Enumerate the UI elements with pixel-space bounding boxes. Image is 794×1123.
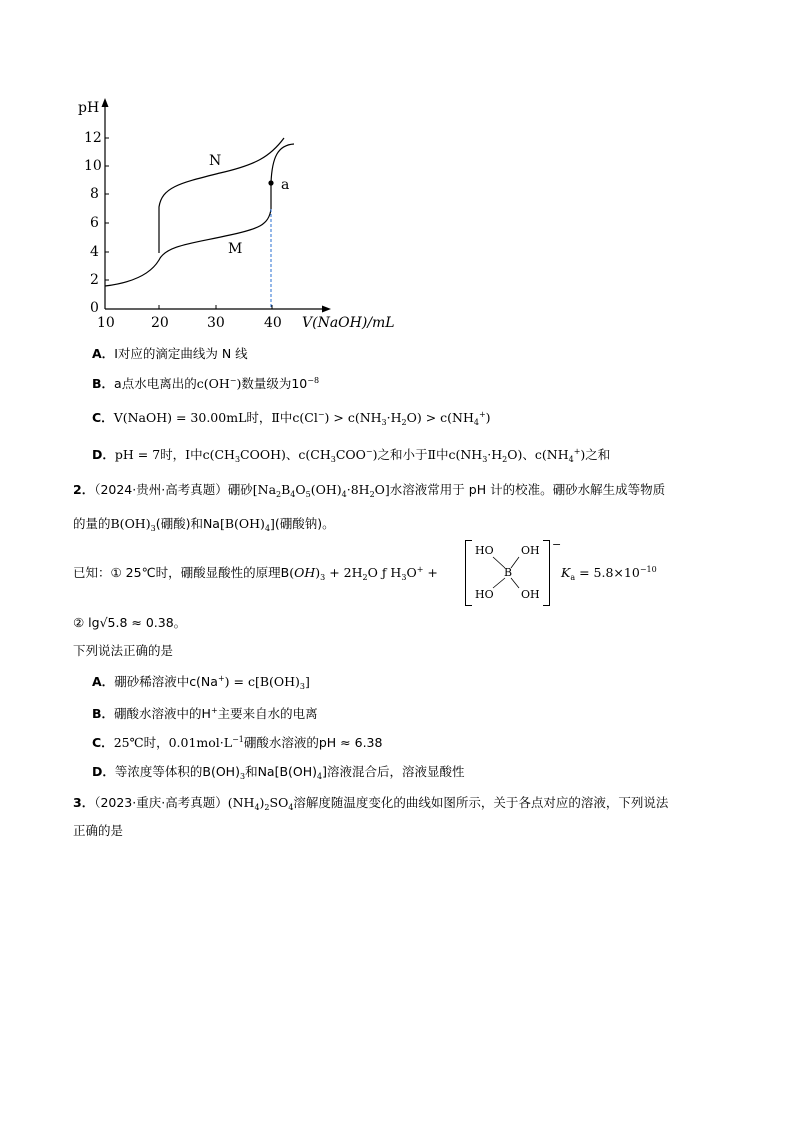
- subscript: 3: [234, 455, 241, 464]
- text-segment: COOH)、c(CH: [240, 447, 331, 462]
- text-segment: pH = 7时，Ⅰ中c(CH: [114, 447, 235, 462]
- text-segment: 和Na[B(OH): [245, 764, 318, 779]
- text-segment: 25℃时，0.01mol·L: [113, 735, 233, 750]
- text-segment: V(NaOH) = 30.00mL时，Ⅱ中: [113, 410, 293, 425]
- text-segment: ): [259, 795, 265, 810]
- struct-ho-bottom: HO: [475, 588, 494, 601]
- option-letter: C．: [92, 410, 114, 425]
- subscript: 2: [276, 490, 282, 499]
- q3-line2: 正确的是: [73, 823, 124, 838]
- struct-oh-bottom: OH: [521, 588, 540, 601]
- subscript: 4: [317, 772, 323, 781]
- text-segment: O: [406, 565, 417, 580]
- question-number: 3．: [73, 795, 95, 810]
- option-letter: C．: [92, 735, 114, 750]
- text-segment: Na: [257, 482, 277, 497]
- titration-figure: [70, 95, 410, 340]
- x-axis-label: V(NaOH)/mL: [302, 315, 395, 331]
- y-tick-0: 0: [90, 300, 99, 316]
- option-letter: D．: [92, 764, 115, 779]
- x-tick-10: 10: [97, 315, 115, 331]
- text-segment: O)、c(NH: [507, 447, 569, 462]
- superscript: −: [229, 376, 237, 385]
- option-letter: A．: [92, 674, 115, 689]
- text-segment: COO: [335, 447, 366, 462]
- q2-option-c[interactable]: [92, 734, 382, 752]
- superscript: +: [210, 706, 218, 715]
- x-axis-arrow: [322, 306, 331, 313]
- curve-n: [159, 138, 284, 253]
- y-tick-10: 10: [84, 158, 102, 174]
- subscript: 2: [369, 490, 375, 499]
- text-segment: ]: [305, 674, 310, 689]
- text-segment: (硼酸)和Na: [155, 516, 220, 531]
- subscript: 4: [264, 524, 271, 533]
- text-segment: (OH): [310, 482, 342, 497]
- subscript: 3: [401, 573, 407, 582]
- y-axis-label: pH: [78, 100, 100, 116]
- superscript: +: [478, 410, 486, 419]
- text-segment: +: [423, 565, 438, 580]
- text-segment: 主要来自水的电离: [217, 706, 318, 721]
- text-segment: 硼酸水溶液中的H: [114, 706, 211, 721]
- q2-option-d[interactable]: [92, 763, 465, 781]
- x-tick-40: 40: [264, 315, 282, 331]
- superscript: +: [416, 565, 424, 574]
- option-text: Ⅰ对应的滴定曲线为 N 线: [114, 346, 248, 361]
- text-segment: 水溶液常用于 pH 计的校准。硼砂水解生成等物质: [389, 482, 666, 497]
- text-segment: (硼酸钠)。: [274, 516, 335, 531]
- subscript: 5: [305, 490, 311, 499]
- option-letter: A．: [92, 346, 115, 361]
- text-segment: a点水电离出的: [114, 376, 197, 391]
- subscript: 3: [482, 455, 488, 464]
- text-segment: 的量的B(OH): [73, 516, 151, 531]
- text-segment: O ƒ H: [367, 565, 402, 580]
- text-segment: c(Cl: [292, 410, 318, 425]
- borate-structure: [465, 540, 555, 606]
- curve-m-label: M: [228, 241, 243, 257]
- subscript: 2: [502, 455, 508, 464]
- q1-option-c[interactable]: [92, 409, 491, 427]
- x-tick-30: 30: [207, 315, 225, 331]
- q2-line1: [73, 481, 665, 499]
- y-tick-6: 6: [90, 215, 99, 231]
- curve-n-label: N: [209, 153, 222, 169]
- text-segment: B(OH): [224, 516, 265, 531]
- subscript: 3: [150, 524, 156, 533]
- subscript: 3: [239, 772, 246, 781]
- question-source: （2024·贵州·高考真题）: [94, 482, 228, 497]
- text-segment: )之和: [580, 447, 611, 462]
- x-tick-20: 20: [151, 315, 169, 331]
- subscript: 3: [299, 682, 306, 691]
- text-segment: [: [219, 516, 225, 531]
- q1-option-a[interactable]: [92, 345, 248, 363]
- point-a: [268, 180, 273, 185]
- subscript: 4: [290, 490, 296, 499]
- y-tick-2: 2: [90, 272, 99, 288]
- q2-option-a[interactable]: [92, 673, 310, 691]
- superscript: +: [573, 447, 581, 456]
- question-number: 2．: [73, 482, 95, 497]
- option-letter: B．: [92, 706, 115, 721]
- text-segment: O: [295, 482, 306, 497]
- text-segment: ·H: [487, 447, 503, 462]
- q2-known-2: ② lg√5.8 ≈ 0.38。: [73, 615, 187, 630]
- text-segment: SO: [269, 795, 289, 810]
- option-letter: D．: [92, 447, 115, 462]
- text-segment: B: [281, 482, 291, 497]
- subscript: 2: [362, 573, 368, 582]
- text-segment: )之和小于Ⅱ中c(NH: [372, 447, 483, 462]
- q2-line2: [73, 515, 335, 533]
- text-segment: 硼酸水溶液的pH ≈ 6.38: [243, 735, 383, 750]
- text-segment: 硼砂: [227, 482, 253, 497]
- subscript: 3: [330, 455, 336, 464]
- y-tick-8: 8: [90, 186, 99, 202]
- q2-question: 下列说法正确的是: [73, 643, 174, 658]
- subscript: 2: [401, 418, 407, 427]
- q1-option-d[interactable]: [92, 446, 610, 464]
- text-segment: 溶解度随温度变化的曲线如图所示，关于各点对应的溶液，下列说法: [293, 795, 669, 810]
- superscript: +: [217, 674, 225, 683]
- text-segment: 数量级为10: [241, 376, 308, 391]
- text-segment: ) = c[B(OH): [224, 674, 300, 689]
- struct-boron: B: [504, 566, 513, 579]
- subscript: 4: [473, 418, 479, 427]
- struct-ho-top: HO: [475, 544, 494, 557]
- text-segment: ): [315, 565, 321, 580]
- subscript: 4: [288, 803, 294, 812]
- text-segment: 硼砂稀溶液中c(Na: [114, 674, 218, 689]
- struct-charge: −: [552, 538, 562, 551]
- subscript: 2: [264, 803, 270, 812]
- exponent: −8: [307, 376, 320, 385]
- subscript: 3: [381, 418, 387, 427]
- q2-known-1: [73, 564, 438, 582]
- subscript: a: [570, 573, 576, 582]
- borax-formula: $[Na_2B_4O_5(OH)_4\cdot 8H_2O]$: [252, 482, 390, 499]
- text-segment: ]溶液混合后，溶液显酸性: [322, 764, 465, 779]
- text-segment: c(OH: [196, 376, 230, 391]
- q3-line1: [73, 794, 668, 812]
- superscript: −: [365, 447, 373, 456]
- text-segment: ·8H: [346, 482, 370, 497]
- subscript: 4: [568, 455, 574, 464]
- superscript: −1: [232, 735, 244, 744]
- text-segment: ): [485, 410, 491, 425]
- y-axis-arrow: [102, 98, 109, 107]
- text-segment: ) > c(NH: [324, 410, 382, 425]
- text-segment: O) > c(NH: [406, 410, 474, 425]
- q2-option-b[interactable]: [92, 705, 318, 723]
- superscript: −: [317, 410, 325, 419]
- q1-option-b[interactable]: [92, 375, 319, 393]
- text-segment: ): [236, 376, 242, 391]
- text-segment: O: [374, 482, 385, 497]
- text-segment: (: [289, 565, 295, 580]
- text-segment: ]: [270, 516, 275, 531]
- point-a-label: a: [281, 177, 290, 193]
- subscript: 4: [254, 803, 260, 812]
- text-segment: ·H: [386, 410, 402, 425]
- y-tick-4: 4: [90, 244, 99, 260]
- subscript: 4: [341, 490, 347, 499]
- text-segment: = 5.8×10: [575, 565, 640, 580]
- text-segment: (NH: [227, 795, 255, 810]
- option-letter: B．: [92, 376, 115, 391]
- question-source: （2023·重庆·高考真题）: [94, 795, 228, 810]
- ka-expression: [561, 564, 657, 582]
- text-segment: K: [561, 565, 571, 580]
- text-segment: 已知：① 25℃时，硼酸显酸性的原理B: [73, 565, 290, 580]
- subscript: 3: [320, 573, 326, 582]
- exponent: −10: [639, 565, 657, 574]
- text-segment: 等浓度等体积的B(OH): [114, 764, 240, 779]
- curve-m: [105, 144, 294, 286]
- text-segment: OH: [294, 565, 316, 580]
- struct-oh-top: OH: [521, 544, 540, 557]
- text-segment: + 2H: [325, 565, 363, 580]
- y-tick-12: 12: [84, 130, 102, 146]
